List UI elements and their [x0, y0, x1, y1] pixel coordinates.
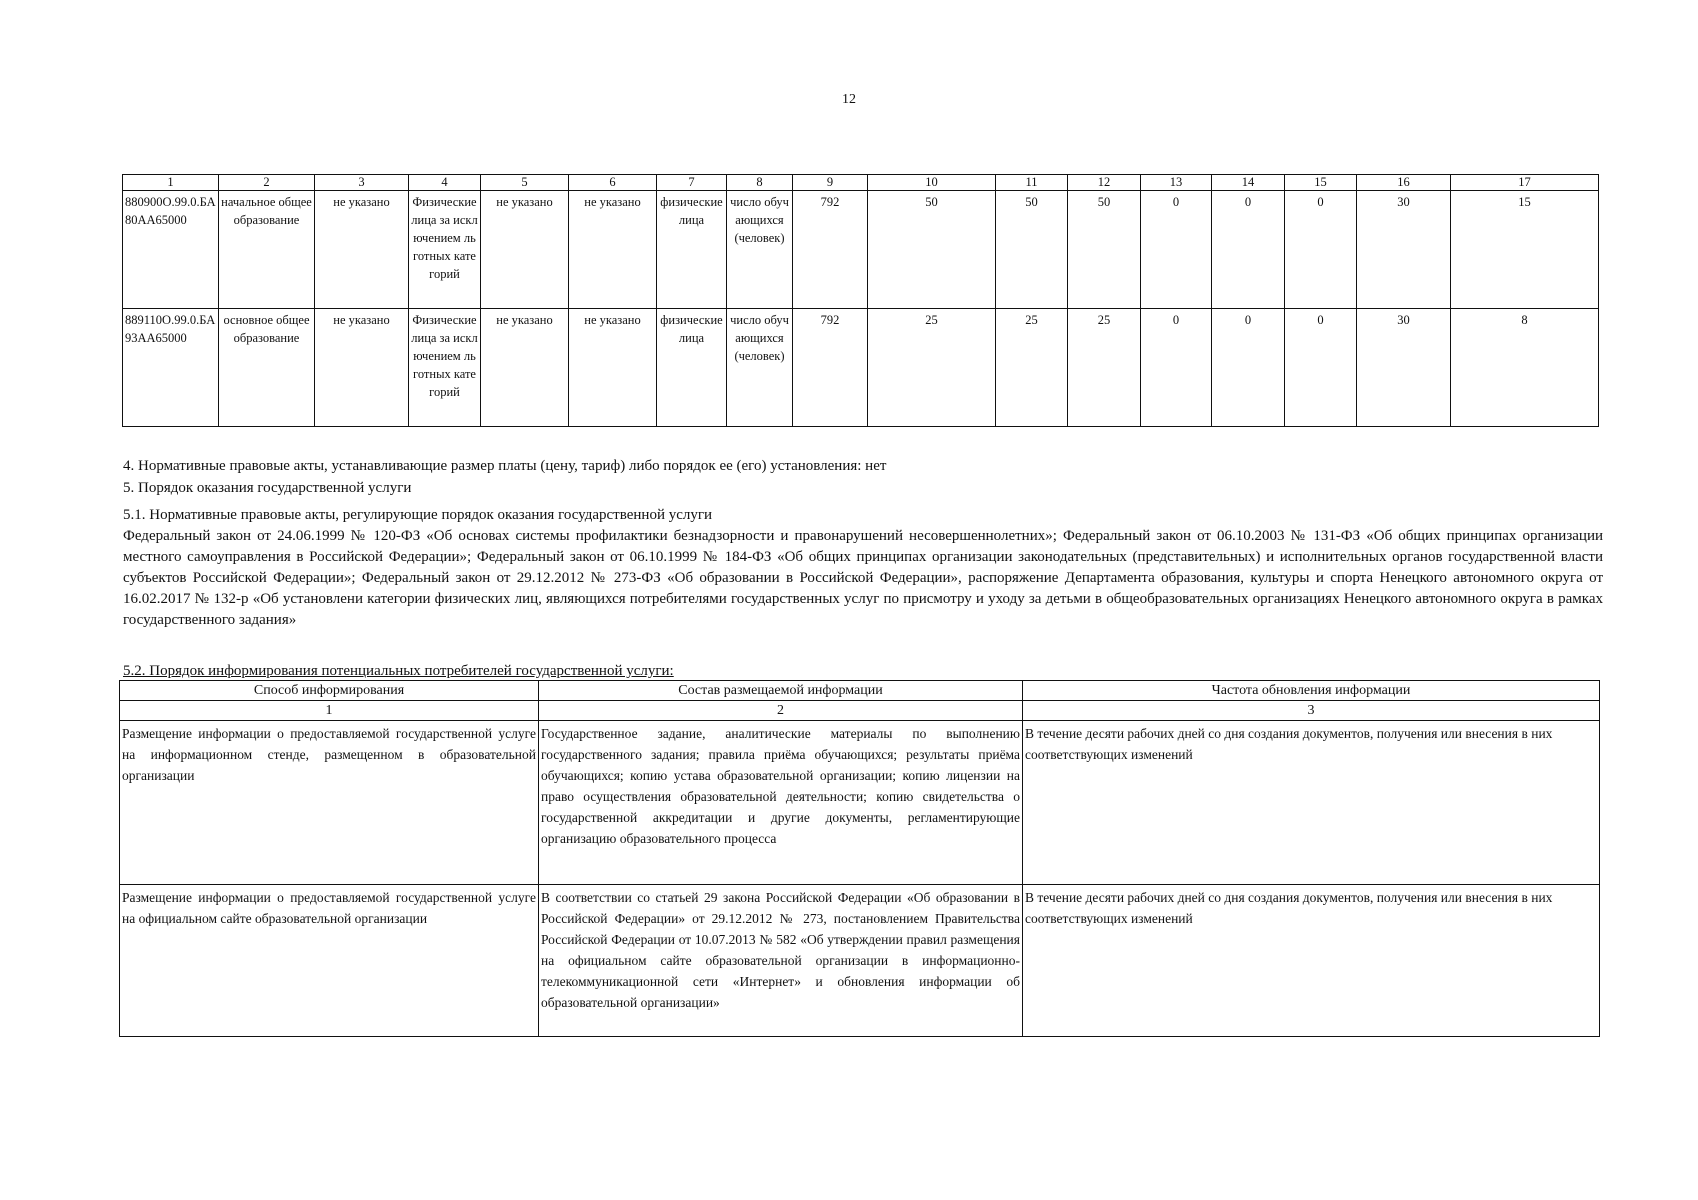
header-cell: Способ информирования — [120, 681, 539, 701]
method-cell: Размещение информации о предоставляемой государственной услуге на официальном сайте образовательной организации — [120, 885, 539, 1037]
header-cell: 1 — [123, 175, 219, 191]
header-cell: 2 — [219, 175, 315, 191]
informing-table — [119, 680, 1600, 1037]
table-cell: начальное общее образование — [219, 191, 315, 309]
header-cell: 17 — [1451, 175, 1599, 191]
header-cell: 6 — [569, 175, 657, 191]
table-row — [123, 191, 1599, 309]
frequency-cell: В течение десяти рабочих дней со дня создания документов, получения или внесения в них соответствующих изменений — [1023, 721, 1600, 885]
table-cell: не указано — [569, 309, 657, 427]
table-cell: не указано — [315, 309, 409, 427]
header-cell: Состав размещаемой информации — [539, 681, 1023, 701]
table-cell: физические лица — [657, 191, 727, 309]
table-cell: 889110О.99.0.БА93АА65000 — [123, 309, 219, 427]
table-cell: Физические лица за исключением льготных категорий — [409, 191, 481, 309]
header-cell: 1 — [120, 701, 539, 721]
table-cell: 0 — [1212, 191, 1285, 309]
header-cell: 8 — [727, 175, 793, 191]
section-5-1-text: Федеральный закон от 24.06.1999 № 120-ФЗ «Об основах системы профилактики безнадзорности и правонарушений несовершеннолетних»; Федеральный закон от 06.10.2003 № 131-ФЗ «Об общих принципах организации местного самоуправления в Российской Федерации»; Федеральный закон от 06.10.1999 № 184-ФЗ «Об общих принципах организации законодательных (представительных) и исполнительных органов государственной власти субъектов Российской Федерации»; Федеральный закон от 29.12.2012 № 273-ФЗ «Об образовании в Российской Федерации», распоряжение Департамента образования, культуры и спорта Ненецкого автономного округа от 16.02.2017 № 132-р «Об установлени категории физических лиц, являющихся потребителями государственных услуг по присмотру и уходу за детьми в общеобразовательных организациях Ненецкого автономного округа в рамках государственного задания» — [123, 528, 1603, 628]
table-cell: 792 — [793, 309, 868, 427]
header-cell: 4 — [409, 175, 481, 191]
table-cell: 792 — [793, 191, 868, 309]
header-cell: 10 — [868, 175, 996, 191]
header-cell: 9 — [793, 175, 868, 191]
table-cell: число обучающихся (человек) — [727, 309, 793, 427]
table-cell: 50 — [1068, 191, 1141, 309]
table-cell: 0 — [1285, 309, 1357, 427]
table-cell: не указано — [315, 191, 409, 309]
table-cell: основное общее образование — [219, 309, 315, 427]
table-cell: физические лица — [657, 309, 727, 427]
table-cell: не указано — [481, 309, 569, 427]
header-cell: 15 — [1285, 175, 1357, 191]
table-cell: 25 — [996, 309, 1068, 427]
table-cell: Физические лица за исключением льготных категорий — [409, 309, 481, 427]
service-volume-table — [122, 174, 1599, 427]
table-cell: 30 — [1357, 309, 1451, 427]
table-cell: 0 — [1285, 191, 1357, 309]
section-5-1-heading: 5.1. Нормативные правовые акты, регулирующие порядок оказания государственной услуги — [123, 507, 713, 523]
table-cell: 25 — [868, 309, 996, 427]
section-5-heading: 5. Порядок оказания государственной услуги — [123, 480, 412, 496]
table-cell: 50 — [996, 191, 1068, 309]
content-cell: Государственное задание, аналитические материалы по выполнению государственного задания; правила приёма обучающихся; результаты приёма обучающихся; копию устава образовательной организации; копию лицензии на право осуществления образовательной деятельности; копию свидетельства о государственной аккредитации и другие документы, регламентирующие организацию образовательного процесса — [539, 721, 1023, 885]
table-cell: 15 — [1451, 191, 1599, 309]
header-cell: 5 — [481, 175, 569, 191]
table-header-row — [120, 681, 1600, 701]
table-cell: 8 — [1451, 309, 1599, 427]
header-cell: 13 — [1141, 175, 1212, 191]
table-cell: 50 — [868, 191, 996, 309]
header-cell: 3 — [315, 175, 409, 191]
table-cell: число обучающихся (человек) — [727, 191, 793, 309]
header-cell: 12 — [1068, 175, 1141, 191]
table-number-row — [120, 701, 1600, 721]
section-4-text: 4. Нормативные правовые акты, устанавливающие размер платы (цену, тариф) либо порядок ее (его) установления: нет — [123, 458, 887, 474]
content-cell: В соответствии со статьей 29 закона Российской Федерации «Об образовании в Российской Федерации» от 29.12.2012 № 273, постановлением Правительства Российской Федерации от 10.07.2013 № 582 «Об утверждении правил размещения на официальном сайте образовательной организации в информационно-телекоммуникационной сети «Интернет» и обновления информации об образовательной организации» — [539, 885, 1023, 1037]
table-cell: 30 — [1357, 191, 1451, 309]
table-row — [123, 309, 1599, 427]
header-cell: 14 — [1212, 175, 1285, 191]
table-cell: 880900О.99.0.БА80АА65000 — [123, 191, 219, 309]
table-header-row — [123, 175, 1599, 191]
table-cell: 0 — [1141, 191, 1212, 309]
frequency-cell: В течение десяти рабочих дней со дня создания документов, получения или внесения в них соответствующих изменений — [1023, 885, 1600, 1037]
table-cell: 0 — [1141, 309, 1212, 427]
table-row — [120, 721, 1600, 885]
table-cell: 0 — [1212, 309, 1285, 427]
header-cell: 2 — [539, 701, 1023, 721]
header-cell: 3 — [1023, 701, 1600, 721]
table-row — [120, 885, 1600, 1037]
method-cell: Размещение информации о предоставляемой государственной услуге на информационном стенде, размещенном в образовательной организации — [120, 721, 539, 885]
table-cell: 25 — [1068, 309, 1141, 427]
section-5-2-heading: 5.2. Порядок информирования потенциальных потребителей государственной услуги: — [123, 663, 674, 679]
header-cell: 7 — [657, 175, 727, 191]
page-number: 12 — [842, 92, 856, 107]
header-cell: Частота обновления информации — [1023, 681, 1600, 701]
table-cell: не указано — [481, 191, 569, 309]
table-cell: не указано — [569, 191, 657, 309]
header-cell: 11 — [996, 175, 1068, 191]
header-cell: 16 — [1357, 175, 1451, 191]
